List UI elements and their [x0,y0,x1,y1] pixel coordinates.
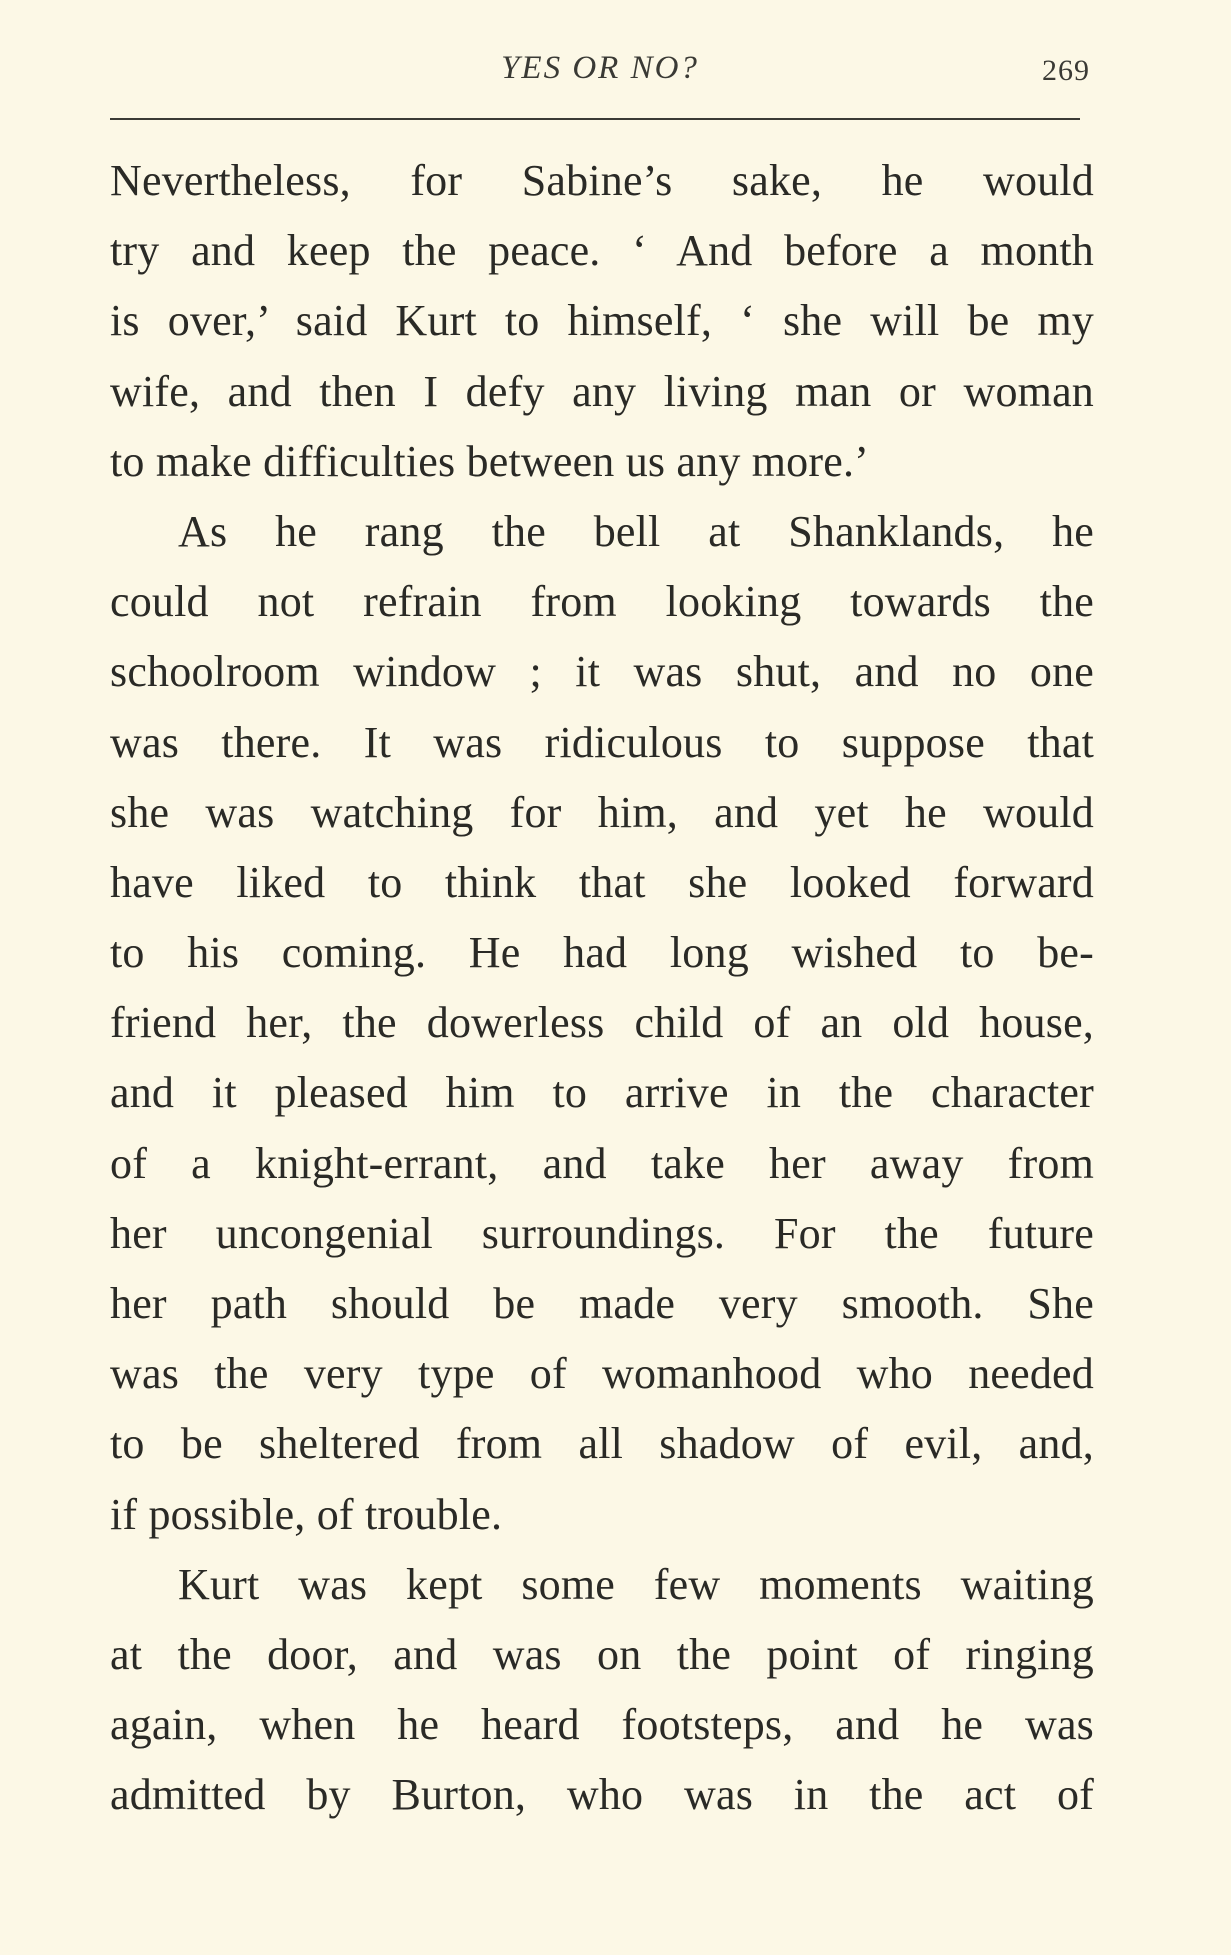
text-line: again, when he heard footsteps, and he was [110,1700,1094,1750]
text-line: friend her, the dowerless child of an old house, [110,998,1094,1048]
text-line: is over,’ said Kurt to himself, ‘ she will be my [110,296,1094,346]
text-line: could not refrain from looking towards the [110,577,1094,627]
text-line: to his coming. He had long wished to be- [110,928,1094,978]
text-line: if possible, of trouble. [110,1489,503,1539]
text-line: was there. It was ridiculous to suppose that [110,717,1094,767]
text-line: to make difficulties between us any more.’ [110,436,870,486]
text-line: wife, and then I defy any living man or woman [110,366,1094,416]
page-number: 269 [1042,54,1090,87]
body-text [110,146,1094,1831]
text-line: she was watching for him, and yet he would [110,787,1094,837]
text-line: her path should be made very smooth. She [110,1279,1094,1328]
header-rule [110,118,1080,120]
text-line: was the very type of womanhood who needed [110,1349,1094,1399]
text-line: try and keep the peace. ‘ And before a month [110,226,1094,276]
text-line: Kurt was kept some few moments waiting [178,1559,1094,1609]
running-title: YES OR NO? [501,50,699,86]
text-line: schoolroom window ; it was shut, and no one [110,647,1094,697]
text-line: of a knight-errant, and take her away from [110,1138,1094,1188]
text-line: admitted by Burton, who was in the act of [110,1770,1094,1820]
text-line: to be sheltered from all shadow of evil, and, [110,1419,1094,1469]
running-head [110,44,1090,104]
text-line: have liked to think that she looked forward [110,857,1094,907]
text-line: her uncongenial surroundings. For the future [110,1208,1094,1258]
text-line: at the door, and was on the point of ringing [110,1629,1094,1679]
text-line: As he rang the bell at Shanklands, he [178,506,1094,556]
text-line: and it pleased him to arrive in the character [110,1068,1094,1118]
text-line: Nevertheless, for Sabine’s sake, he would [110,156,1094,205]
